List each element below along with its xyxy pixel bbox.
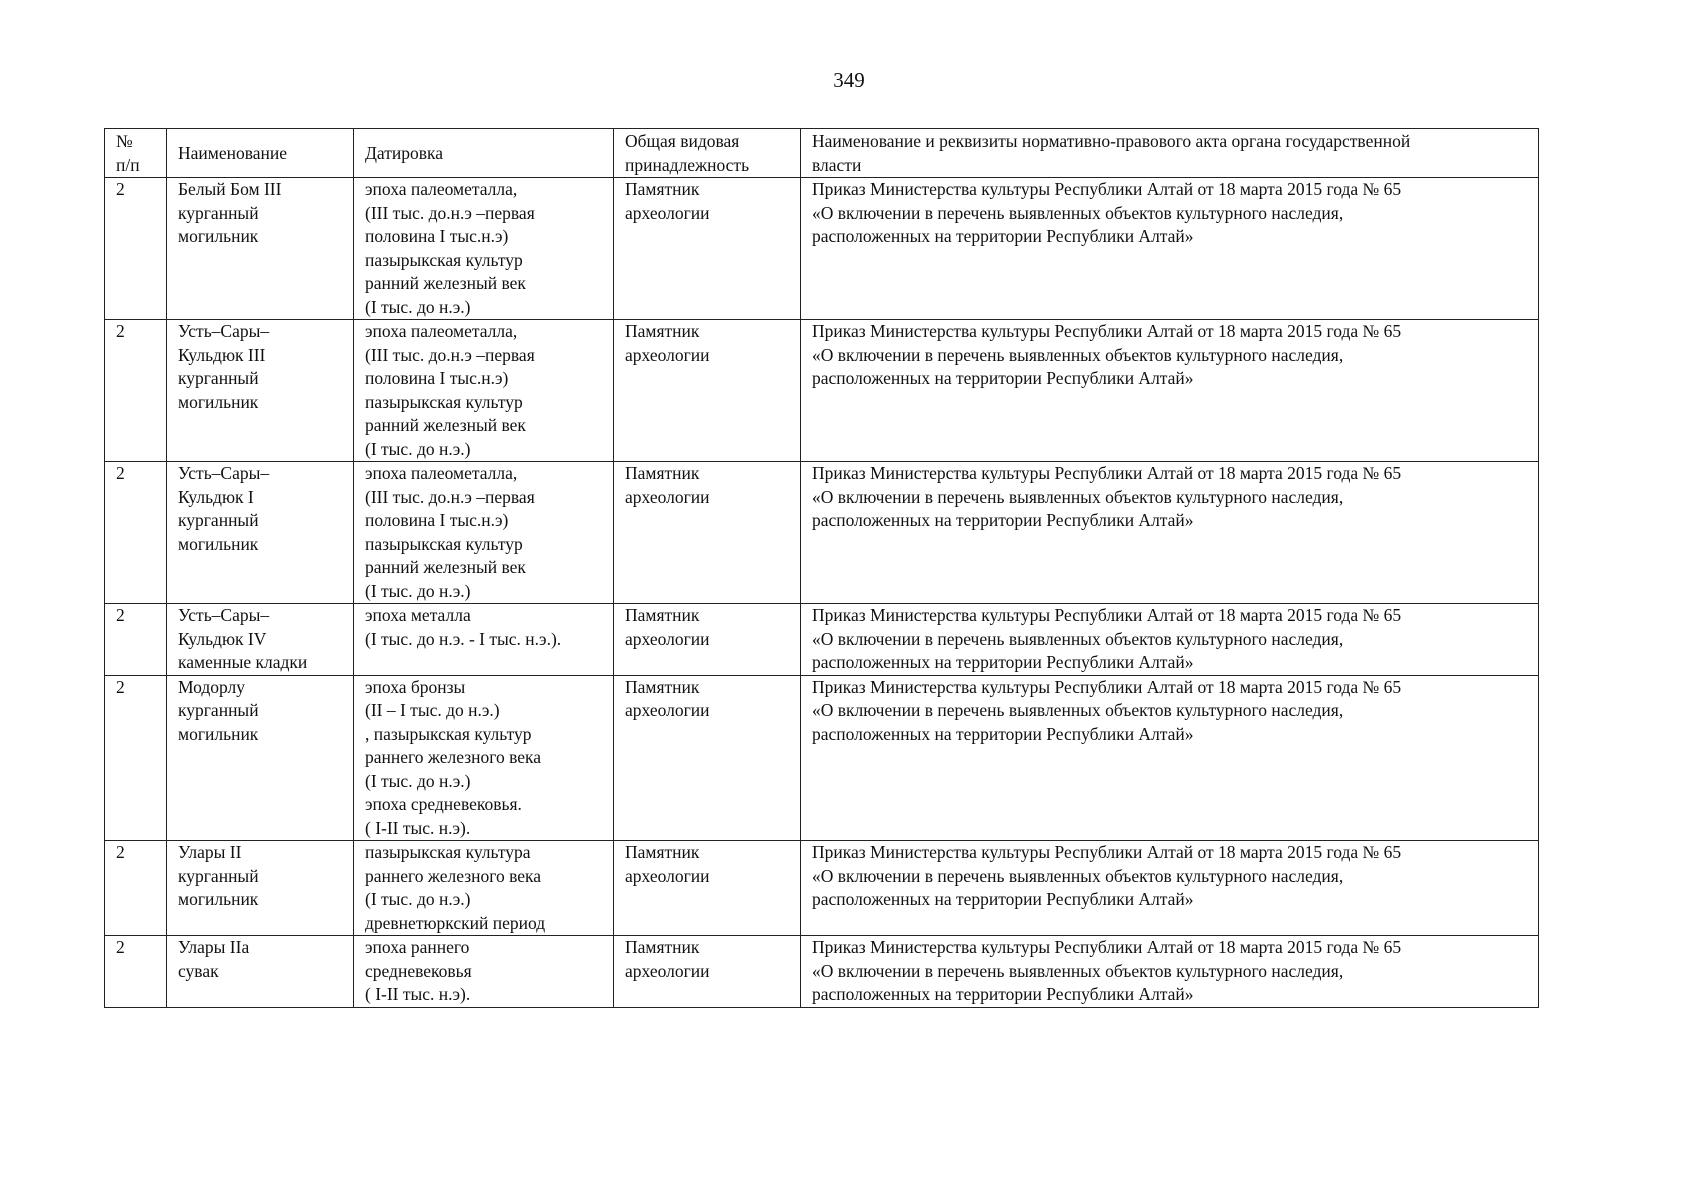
table-body — [105, 178, 1539, 1008]
header-name: Наименование — [167, 129, 354, 178]
row-number-cell: 2 — [105, 604, 167, 676]
table-row — [105, 320, 1539, 462]
table-row — [105, 462, 1539, 604]
row-dating-cell: эпоха металла (I тыс. до н.э. - I тыс. н.э.). — [354, 604, 614, 676]
row-legal-act-cell: Приказ Министерства культуры Республики Алтай от 18 марта 2015 года № 65 «О включении в перечень выявленных объектов культурного наследия, расположенных на территории Республики Алтай» — [801, 841, 1539, 936]
row-legal-act-cell: Приказ Министерства культуры Республики Алтай от 18 марта 2015 года № 65 «О включении в перечень выявленных объектов культурного наследия, расположенных на территории Республики Алтай» — [801, 320, 1539, 462]
row-number-cell: 2 — [105, 462, 167, 604]
row-legal-act-cell: Приказ Министерства культуры Республики Алтай от 18 марта 2015 года № 65 «О включении в перечень выявленных объектов культурного наследия, расположенных на территории Республики Алтай» — [801, 675, 1539, 841]
row-number-cell: 2 — [105, 320, 167, 462]
page-number: 349 — [833, 68, 865, 92]
table-row — [105, 841, 1539, 936]
table-header — [105, 129, 1539, 178]
row-type-cell: Памятник археологии — [614, 462, 801, 604]
header-legal-act: Наименование и реквизиты нормативно-правового акта органа государственной власти — [801, 129, 1539, 178]
header-number: № п/п — [105, 129, 167, 178]
row-legal-act-cell: Приказ Министерства культуры Республики Алтай от 18 марта 2015 года № 65 «О включении в перечень выявленных объектов культурного наследия, расположенных на территории Республики Алтай» — [801, 462, 1539, 604]
row-dating-cell: эпоха бронзы (II – I тыс. до н.э.) , пазырыкская культур раннего железного века (I тыс. до н.э.) эпоха средневековья. ( I-II тыс. н.э). — [354, 675, 614, 841]
row-dating-cell: эпоха палеометалла, (III тыс. до.н.э –первая половина I тыс.н.э) пазырыкская культур ранний железный век (I тыс. до н.э.) — [354, 462, 614, 604]
table-row — [105, 936, 1539, 1008]
header-row — [105, 129, 1539, 178]
row-dating-cell: эпоха раннего средневековья ( I-II тыс. н.э). — [354, 936, 614, 1008]
row-legal-act-cell: Приказ Министерства культуры Республики Алтай от 18 марта 2015 года № 65 «О включении в перечень выявленных объектов культурного наследия, расположенных на территории Республики Алтай» — [801, 936, 1539, 1008]
heritage-registry-table — [104, 128, 1539, 1008]
row-dating-cell: эпоха палеометалла, (III тыс. до.н.э –первая половина I тыс.н.э) пазырыкская культур ранний железный век (I тыс. до н.э.) — [354, 178, 614, 320]
table-row — [105, 675, 1539, 841]
row-type-cell: Памятник археологии — [614, 675, 801, 841]
row-type-cell: Памятник археологии — [614, 178, 801, 320]
row-type-cell: Памятник археологии — [614, 936, 801, 1008]
row-name-cell: Усть–Сары– Кульдюк I курганный могильник — [167, 462, 354, 604]
row-name-cell: Модорлу курганный могильник — [167, 675, 354, 841]
row-number-cell: 2 — [105, 936, 167, 1008]
row-number-cell: 2 — [105, 178, 167, 320]
row-number-cell: 2 — [105, 841, 167, 936]
table-row — [105, 178, 1539, 320]
row-type-cell: Памятник археологии — [614, 604, 801, 676]
header-type: Общая видовая принадлежность — [614, 129, 801, 178]
row-name-cell: Усть–Сары– Кульдюк IV каменные кладки — [167, 604, 354, 676]
row-name-cell: Улары II курганный могильник — [167, 841, 354, 936]
header-dating: Датировка — [354, 129, 614, 178]
row-legal-act-cell: Приказ Министерства культуры Республики Алтай от 18 марта 2015 года № 65 «О включении в перечень выявленных объектов культурного наследия, расположенных на территории Республики Алтай» — [801, 178, 1539, 320]
row-name-cell: Улары IIа сувак — [167, 936, 354, 1008]
row-type-cell: Памятник археологии — [614, 841, 801, 936]
row-legal-act-cell: Приказ Министерства культуры Республики Алтай от 18 марта 2015 года № 65 «О включении в перечень выявленных объектов культурного наследия, расположенных на территории Республики Алтай» — [801, 604, 1539, 676]
row-number-cell: 2 — [105, 675, 167, 841]
row-type-cell: Памятник археологии — [614, 320, 801, 462]
row-name-cell: Белый Бом III курганный могильник — [167, 178, 354, 320]
row-name-cell: Усть–Сары– Кульдюк III курганный могильник — [167, 320, 354, 462]
row-dating-cell: эпоха палеометалла, (III тыс. до.н.э –первая половина I тыс.н.э) пазырыкская культур ранний железный век (I тыс. до н.э.) — [354, 320, 614, 462]
table-row — [105, 604, 1539, 676]
row-dating-cell: пазырыкская культура раннего железного века (I тыс. до н.э.) древнетюркский период — [354, 841, 614, 936]
